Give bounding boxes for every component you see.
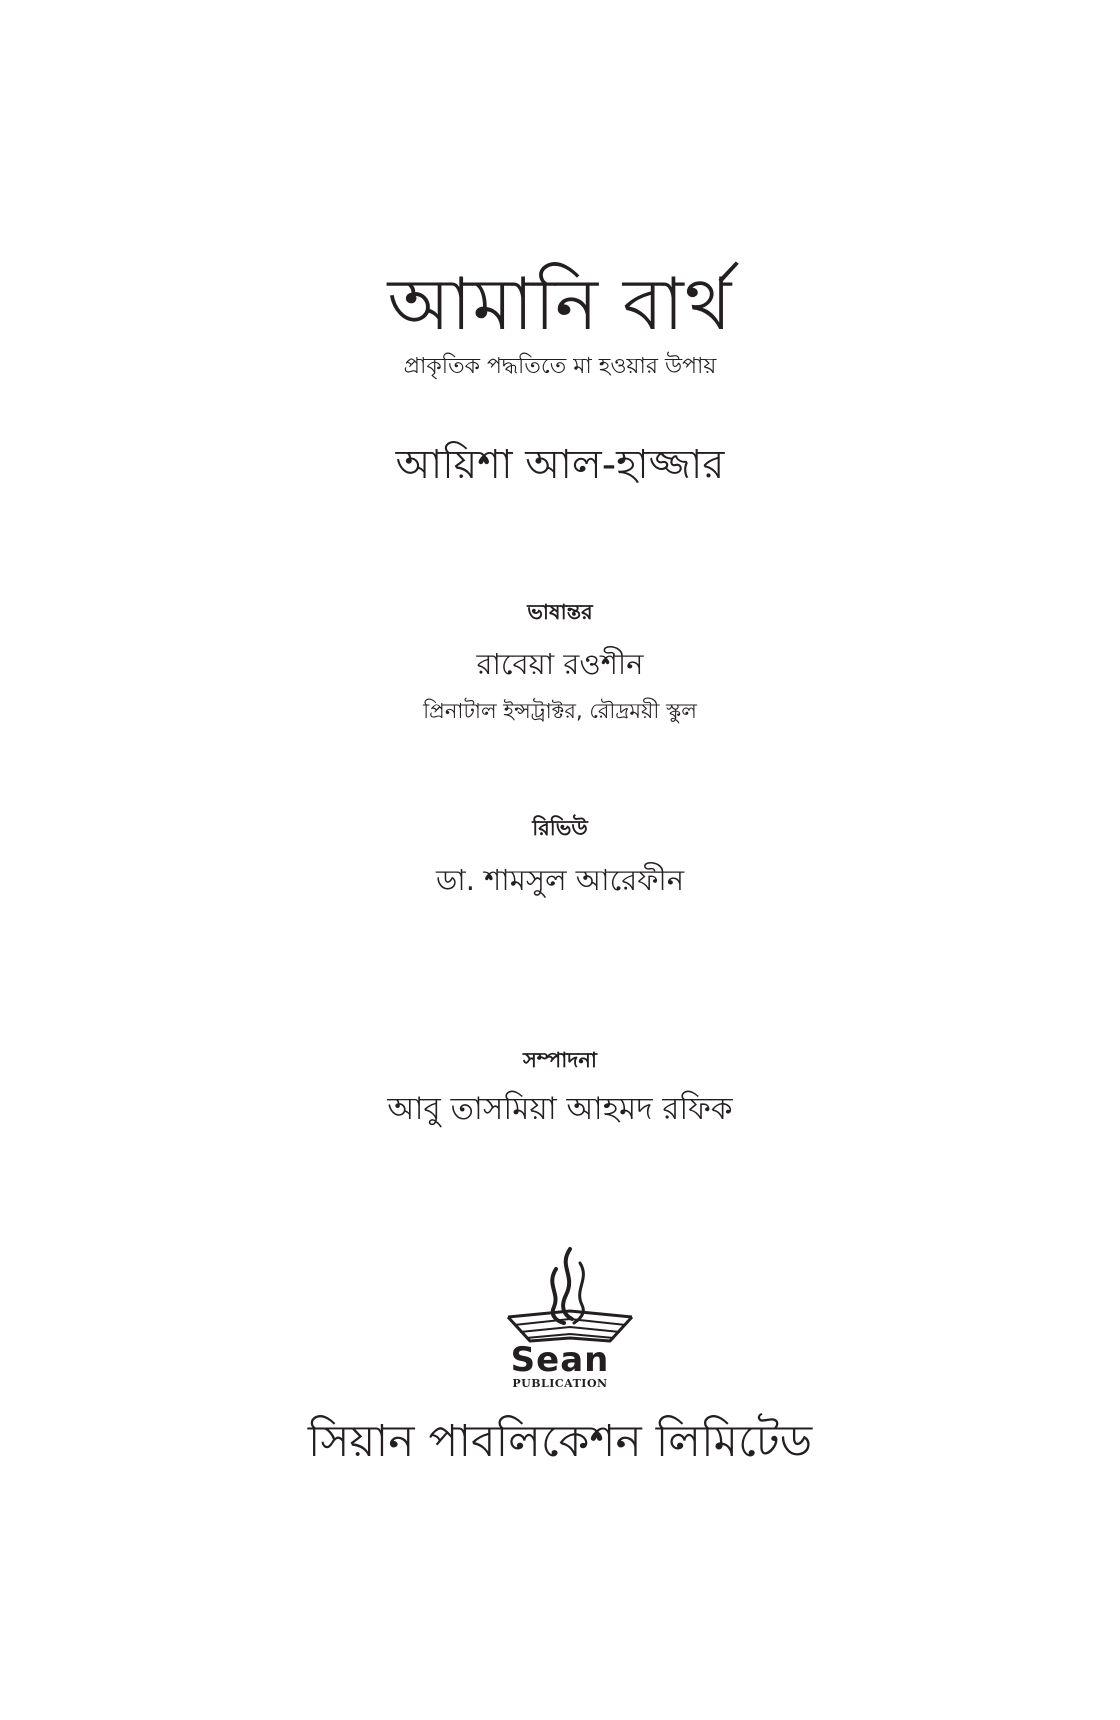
- author-name: আয়িশা আল-হাজ্জার: [395, 442, 725, 488]
- reviewer-role-label: রিভিউ: [532, 816, 588, 840]
- reviewer-name: ডা. শামসুল আরেফীন: [435, 863, 685, 897]
- publisher-logo-word: Sean: [510, 1340, 610, 1380]
- book-title: আমানি বার্থ: [387, 262, 733, 346]
- translator-name: রাবেয়া রওশীন: [476, 647, 644, 681]
- publisher-name: সিয়ান পাবলিকেশন লিমিটেড: [307, 1416, 813, 1467]
- book-subtitle: প্রাকৃতিক পদ্ধতিতে মা হওয়ার উপায়: [403, 354, 717, 379]
- editor-role-label: সম্পাদনা: [523, 1048, 597, 1072]
- editor-name: আবু তাসমিয়া আহমদ রফিক: [387, 1091, 733, 1127]
- translator-designation: প্রিনাটাল ইন্সট্রাক্টর, রৌদ্রময়ী স্কুল: [423, 699, 697, 723]
- translator-role-label: ভাষান্তর: [527, 600, 593, 624]
- publisher-logo-subtitle: PUBLICATION: [512, 1377, 608, 1390]
